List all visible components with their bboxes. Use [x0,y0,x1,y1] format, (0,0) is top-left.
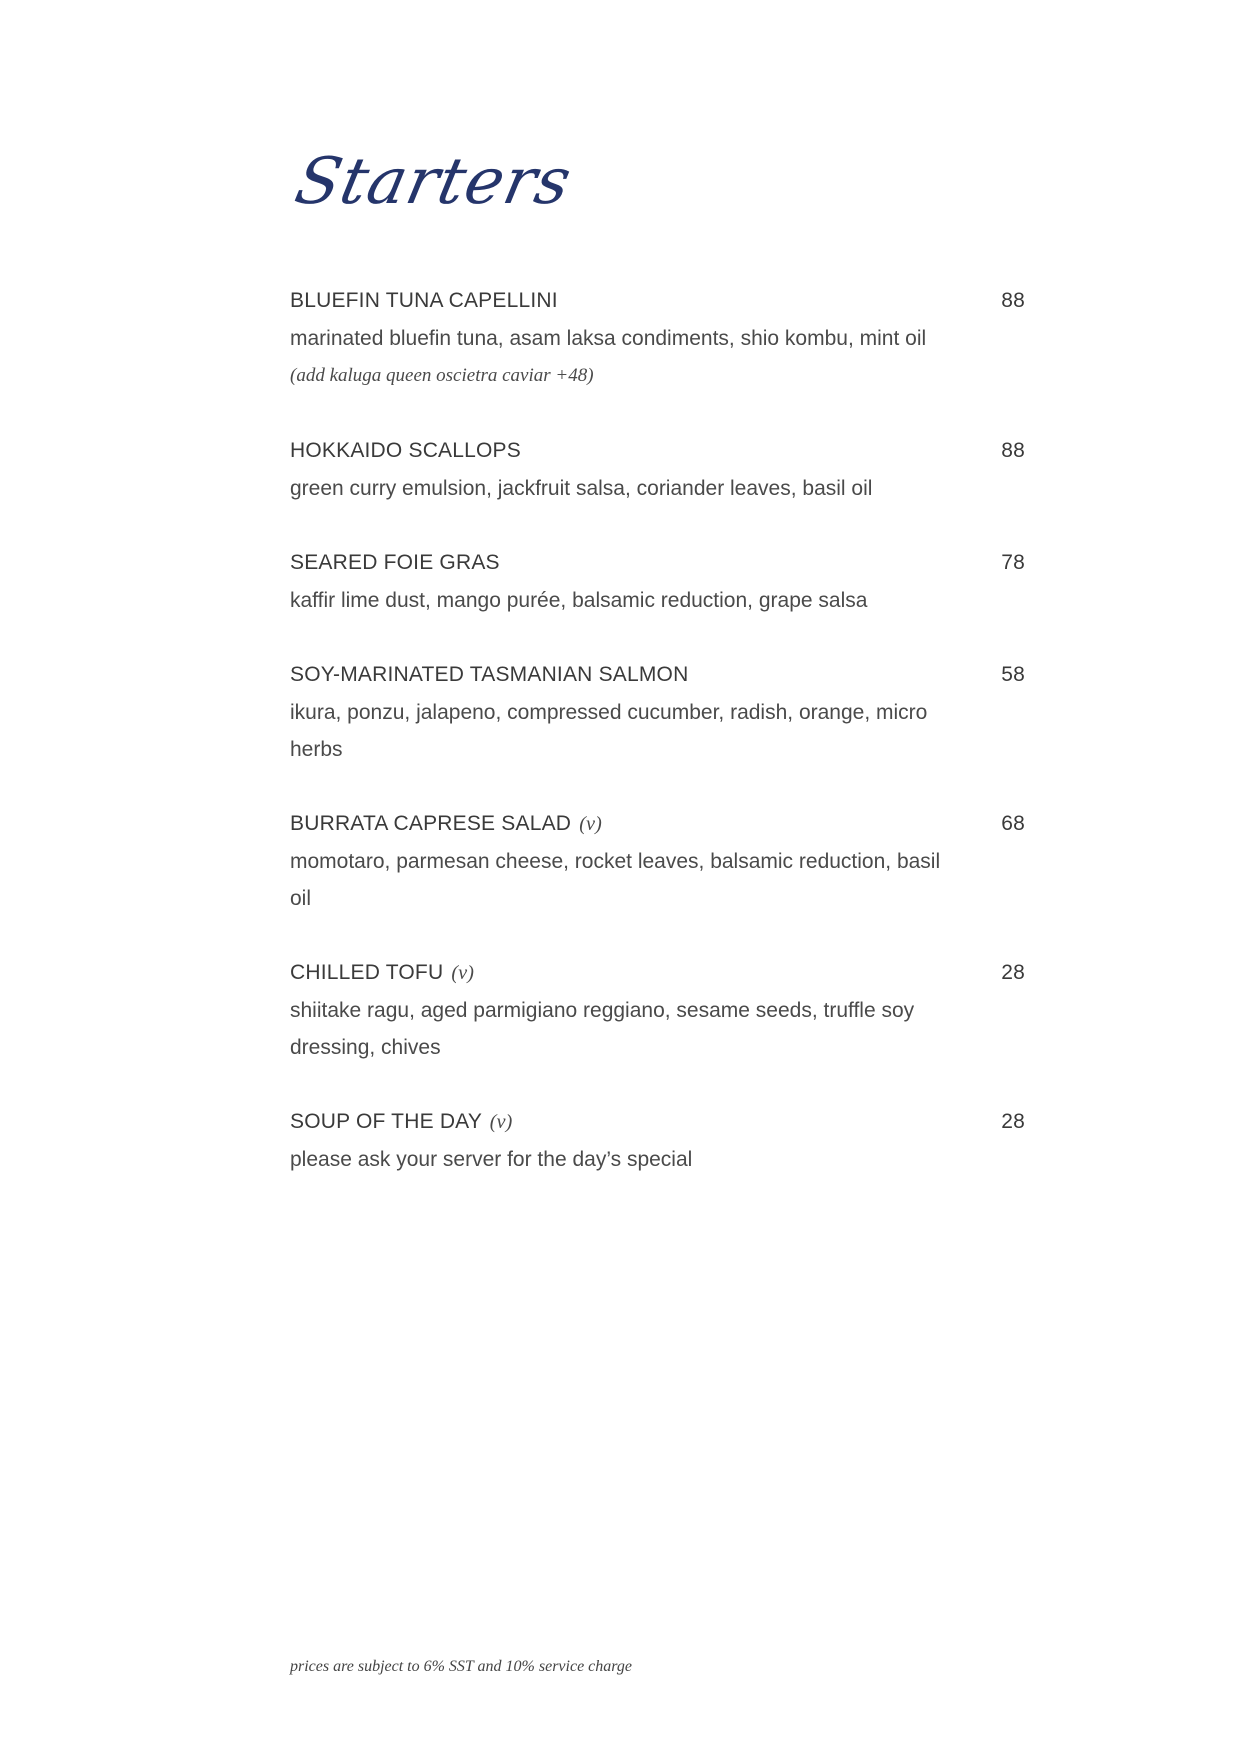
menu-item [290,954,1025,1066]
menu-item-price: 58 [1001,663,1025,686]
menu-item-price: 88 [1001,439,1025,462]
menu-item [290,656,1025,768]
menu-item-name: CHILLED TOFU [290,961,444,984]
menu-item-description: shiitake ragu, aged parmigiano reggiano, sesame seeds, truffle soy dressing, chives [290,999,915,1059]
menu-item-price: 78 [1001,551,1025,574]
menu-item-header [290,954,1025,992]
section-title: Starters [288,145,579,219]
menu-item-name: BURRATA CAPRESE SALAD [290,812,572,835]
menu-item-price: 88 [1001,289,1025,312]
vegetarian-tag: (v) [451,962,475,984]
menu-item-header [290,805,1025,843]
menu-item-header [290,544,1025,582]
vegetarian-tag: (v) [579,813,603,835]
vegetarian-tag: (v) [489,1111,513,1133]
menu-item-description: green curry emulsion, jackfruit salsa, coriander leaves, basil oil [290,477,873,500]
menu-item-price: 28 [1001,961,1025,984]
menu-item-description: kaffir lime dust, mango purée, balsamic reduction, grape salsa [290,589,868,612]
menu-item-header [290,282,1025,320]
menu-item-header [290,1103,1025,1141]
menu-item-name: SEARED FOIE GRAS [290,551,500,574]
menu-item-name: HOKKAIDO SCALLOPS [290,439,521,462]
menu-item-description: ikura, ponzu, jalapeno, compressed cucumber, radish, orange, micro herbs [290,701,928,761]
menu-item-name: SOY-MARINATED TASMANIAN SALMON [290,663,689,686]
menu-item-description: marinated bluefin tuna, asam laksa condiments, shio kombu, mint oil [290,327,927,350]
menu-item [290,805,1025,917]
menu-item [290,544,1025,619]
pricing-footnote: prices are subject to 6% SST and 10% service charge [290,1658,633,1675]
menu-item-name: SOUP OF THE DAY [290,1110,482,1133]
menu-item [290,282,1025,395]
menu-item-name: BLUEFIN TUNA CAPELLINI [290,289,558,312]
menu-list [290,282,1025,1215]
menu-item-header [290,656,1025,694]
menu-item [290,1103,1025,1178]
menu-item-header [290,432,1025,470]
menu-item-addon: (add kaluga queen oscietra caviar +48) [290,365,594,386]
menu-item-price: 28 [1001,1110,1025,1133]
menu-item-description: please ask your server for the day’s special [290,1148,693,1171]
menu-item-description: momotaro, parmesan cheese, rocket leaves, balsamic reduction, basil oil [290,850,941,910]
menu-item [290,432,1025,507]
menu-item-price: 68 [1001,812,1025,835]
